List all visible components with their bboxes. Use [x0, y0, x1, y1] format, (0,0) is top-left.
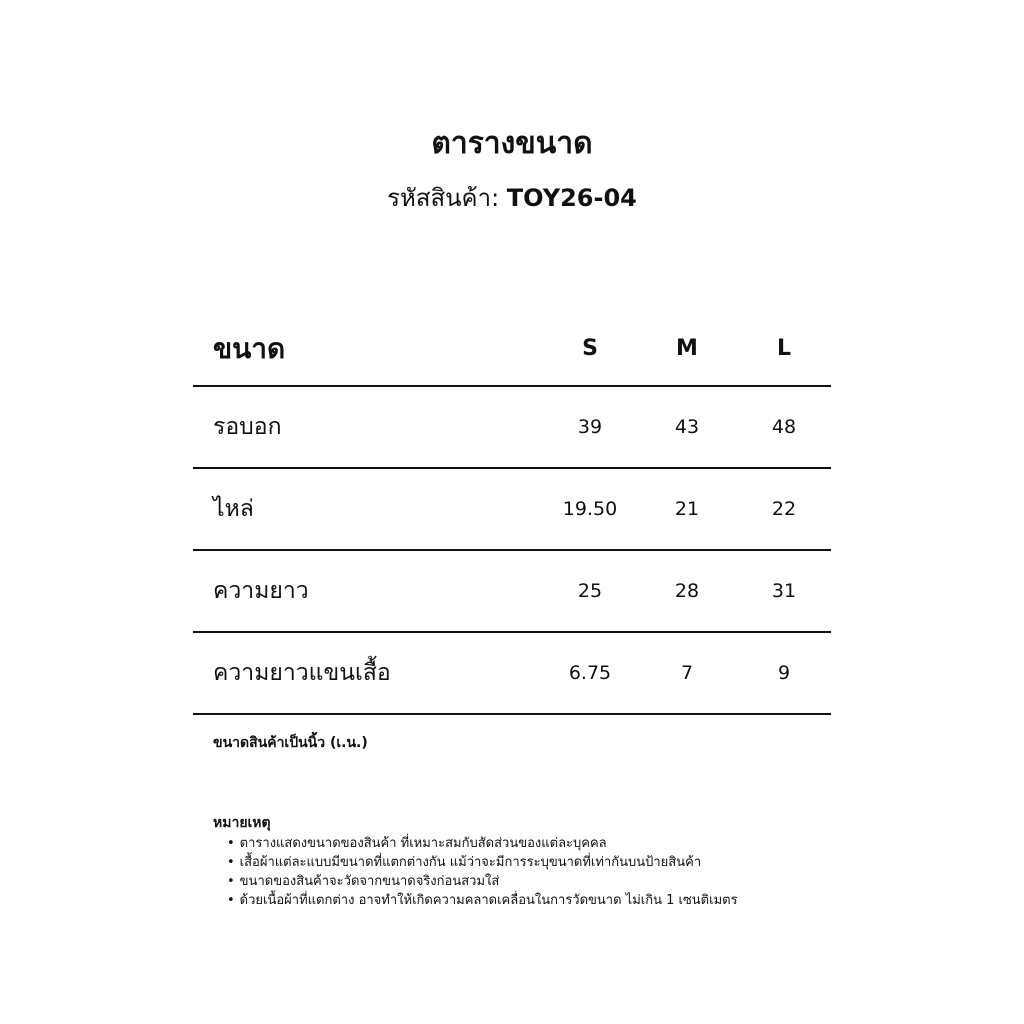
product-code [0, 180, 1024, 216]
value-m: 21 [674, 498, 700, 520]
row-label: รอบอก [213, 414, 282, 440]
product-code-value: TOY26-04 [506, 184, 637, 212]
value-m: 43 [674, 416, 700, 438]
unit-note: ขนาดสินค้าเป็นนิ้ว (เ.น.) [213, 735, 368, 751]
product-code-label: รหัสสินค้า: [387, 184, 500, 212]
value-l: 22 [771, 498, 797, 520]
table-row-chest [193, 387, 831, 469]
header-size-m: M [676, 336, 698, 361]
remarks-section [213, 812, 833, 910]
value-m: 28 [674, 580, 700, 602]
list-item: • เสื้อผ้าแต่ละแบบมีขนาดที่แตกต่างกัน แม้ว่าจะมีการระบุขนาดที่เท่ากันบนป้ายสินค้า [227, 855, 702, 870]
value-m: 7 [680, 662, 694, 684]
remarks-title: หมายเหตุ [213, 815, 271, 831]
size-table [193, 312, 831, 715]
table-header-row [193, 312, 831, 387]
value-s: 25 [577, 580, 603, 602]
value-s: 39 [577, 416, 603, 438]
list-item: • ตารางแสดงขนาดของสินค้า ที่เหมาะสมกับสัดส่วนของแต่ละบุคคล [227, 836, 607, 851]
value-l: 48 [771, 416, 797, 438]
table-row-shoulder [193, 469, 831, 551]
header-size-s: S [582, 336, 598, 361]
value-l: 9 [777, 662, 791, 684]
list-item: • ขนาดของสินค้าจะวัดจากขนาดจริงก่อนสวมใส่ [227, 874, 500, 889]
table-row-sleeve-length [193, 633, 831, 715]
list-item: • ด้วยเนื้อผ้าที่แตกต่าง อาจทำให้เกิดความคลาดเคลื่อนในการวัดขนาด ไม่เกิน 1 เซนติเมตร [227, 893, 738, 908]
row-label: ความยาว [213, 578, 309, 604]
header-size-l: L [776, 336, 792, 361]
value-l: 31 [771, 580, 797, 602]
header-size-label: ขนาด [213, 331, 286, 365]
table-row-length [193, 551, 831, 633]
value-s: 6.75 [568, 662, 612, 684]
remarks-list [213, 834, 833, 910]
row-label: ไหล่ [213, 496, 254, 522]
page-title: ตารางขนาด [431, 126, 593, 161]
value-s: 19.50 [562, 498, 618, 520]
row-label: ความยาวแขนเสื้อ [213, 660, 391, 686]
